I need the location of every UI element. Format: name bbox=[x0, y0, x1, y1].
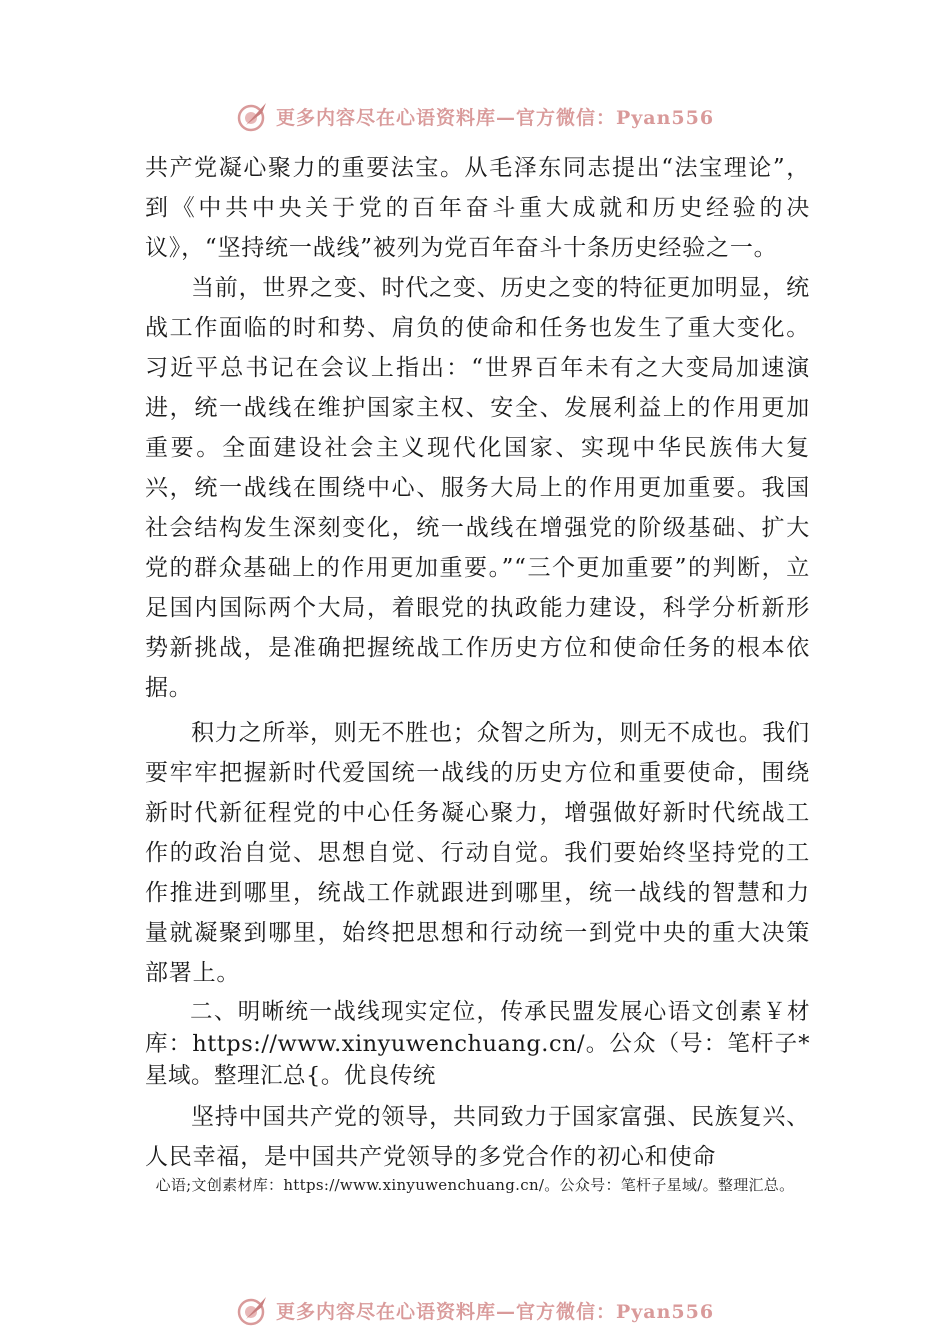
quill-logo-icon bbox=[236, 99, 270, 133]
watermark-text: 更多内容尽在心语资料库—官方微信：Pyan556 bbox=[275, 1300, 715, 1323]
paragraph: 坚持中国共产党的领导，共同致力于国家富强、民族复兴、人民幸福，是中国共产党领导的多党合作的初心和使命 bbox=[145, 1104, 810, 1170]
watermark-text: 更多内容尽在心语资料库—官方微信：Pyan556 bbox=[275, 106, 715, 129]
quill-logo-icon bbox=[236, 1293, 270, 1327]
paragraph: 当前，世界之变、时代之变、历史之变的特征更加明显，统战工作面临的时和势、肩负的使命和任务也发生了重大变化。习近平总书记在会议上指出：“世界百年未有之大变局加速演进，统一战线在维护国家主权、安全、发展利益上的作用更加重要。全面建设社会主义现代化国家、实现中华民族伟大复兴，统一战线在围绕中心、服务大局上的作用更加重要。我国社会结构发生深刻变化，统一战线在增强党的阶级基础、扩大党的群众基础上的作用更加重要。”“三个更加重要”的判断，立足国内国际两个大局，着眼党的执政能力建设，科学分析新形势新挑战，是准确把握统战工作历史方位和使命任务的根本依据。 bbox=[145, 275, 810, 701]
watermark-footer bbox=[0, 1290, 950, 1330]
document-body bbox=[145, 148, 810, 1177]
section-heading: 二、明晰统一战线现实定位，传承民盟发展心语文创素￥材库：https://www.xinyuwenchuang.cn/。公众（号：笔杆子*星域。整理汇总{。优良传统 bbox=[145, 999, 810, 1089]
footer-note: 心语;文创素材库：https://www.xinyuwenchuang.cn/。公众号：笔杆子星域/。整理汇总。 bbox=[155, 1176, 795, 1194]
watermark-header bbox=[0, 96, 950, 136]
paragraph: 共产党凝心聚力的重要法宝。从毛泽东同志提出“法宝理论”，到《中共中央关于党的百年奋斗重大成就和历史经验的决议》，“坚持统一战线”被列为党百年奋斗十条历史经验之一。 bbox=[145, 155, 810, 261]
paragraph: 积力之所举，则无不胜也；众智之所为，则无不成也。我们要牢牢把握新时代爱国统一战线的历史方位和重要使命，围绕新时代新征程党的中心任务凝心聚力，增强做好新时代统战工作的政治自觉、思想自觉、行动自觉。我们要始终坚持党的工作推进到哪里，统战工作就跟进到哪里，统一战线的智慧和力量就凝聚到哪里，始终把思想和行动统一到党中央的重大决策部署上。 bbox=[145, 720, 810, 986]
